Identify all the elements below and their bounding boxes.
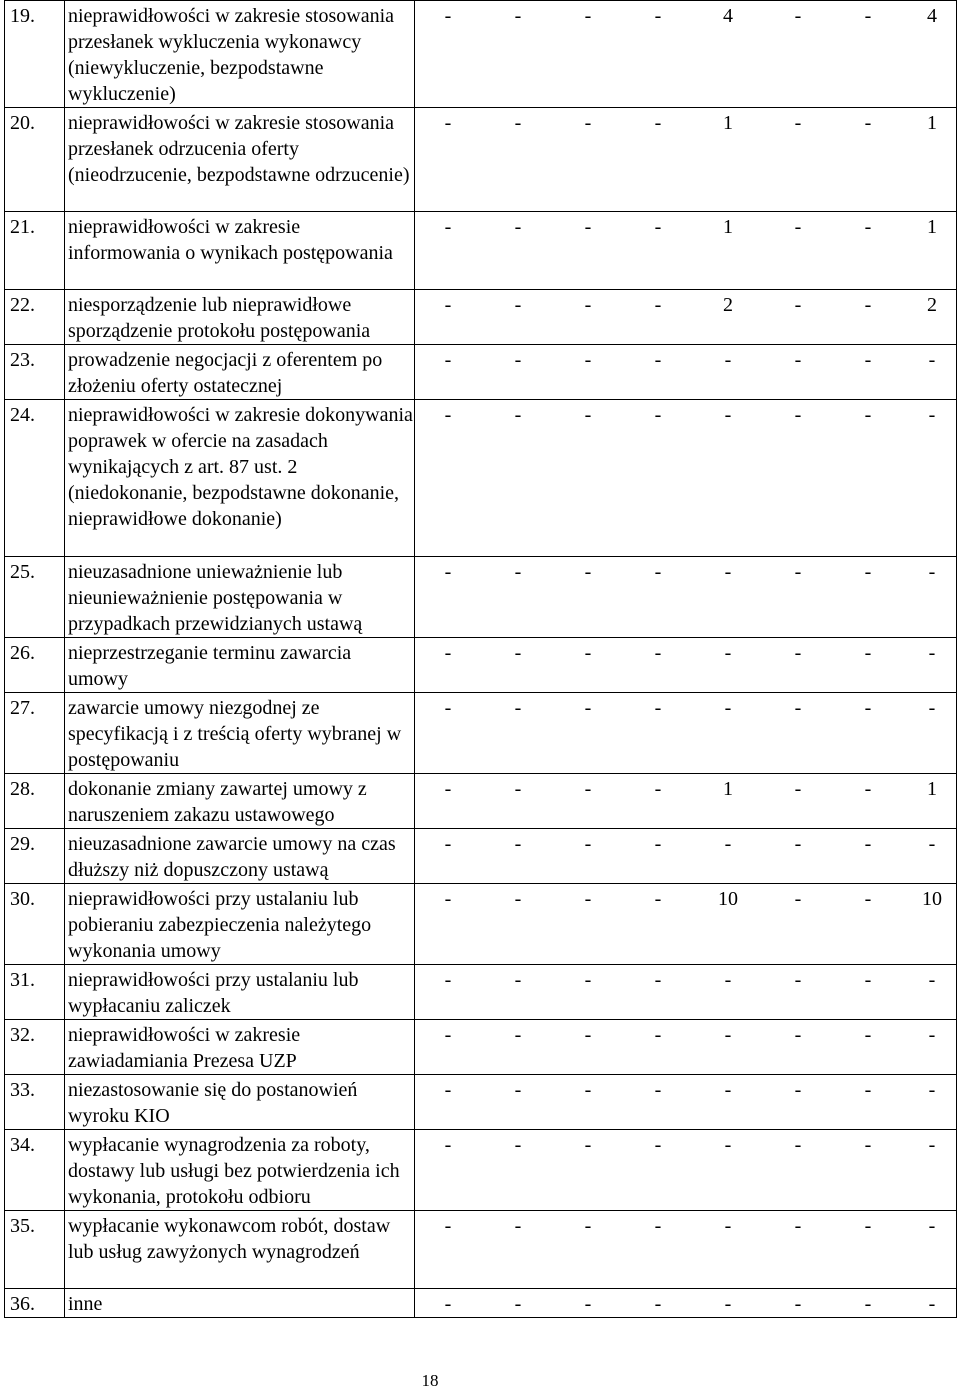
page-number: 18: [421, 1371, 439, 1390]
value-cell: -: [654, 1293, 662, 1315]
value-cell: 4: [723, 5, 733, 27]
value-cell: -: [864, 969, 872, 991]
row-number: 19.: [5, 1, 65, 108]
value-cell: -: [514, 112, 522, 134]
row-number: 23.: [5, 345, 65, 400]
value-cell: -: [864, 404, 872, 426]
row-values: [415, 774, 957, 829]
row-number: 24.: [5, 400, 65, 557]
value-cell: -: [724, 1293, 732, 1315]
value-cell: -: [584, 5, 592, 27]
row-values: [415, 212, 957, 290]
value-cell: 1: [723, 216, 733, 238]
value-cell: -: [724, 1134, 732, 1156]
table-row: [5, 884, 957, 965]
value-cell: -: [444, 833, 452, 855]
value-cell: -: [794, 1024, 802, 1046]
table-row: [5, 965, 957, 1020]
value-cell: -: [654, 294, 662, 316]
value-cell: -: [928, 1024, 936, 1046]
value-cell: -: [444, 969, 452, 991]
value-cell: -: [514, 349, 522, 371]
table-row: [5, 108, 957, 212]
value-cell: -: [654, 1024, 662, 1046]
value-cell: -: [724, 969, 732, 991]
value-cell: -: [584, 294, 592, 316]
value-cell: -: [514, 888, 522, 910]
value-cell: -: [514, 969, 522, 991]
value-cell: -: [584, 561, 592, 583]
value-cell: -: [444, 1024, 452, 1046]
row-number: 22.: [5, 290, 65, 345]
value-cell: 10: [922, 888, 942, 910]
value-cell: 1: [927, 112, 937, 134]
value-cell: -: [444, 5, 452, 27]
value-cell: -: [794, 112, 802, 134]
row-number: 20.: [5, 108, 65, 212]
table-row: [5, 1075, 957, 1130]
row-description: nieuzasadnione zawarcie umowy na czas dłuższy niż dopuszczony ustawą: [65, 829, 415, 884]
value-cell: -: [514, 1293, 522, 1315]
value-cell: -: [654, 833, 662, 855]
value-cell: -: [444, 778, 452, 800]
value-cell: -: [928, 697, 936, 719]
value-cell: 2: [927, 294, 937, 316]
value-cell: -: [794, 833, 802, 855]
value-cell: -: [444, 642, 452, 664]
table-row: [5, 557, 957, 638]
value-cell: -: [928, 561, 936, 583]
value-cell: -: [514, 404, 522, 426]
row-number: 29.: [5, 829, 65, 884]
value-cell: -: [864, 349, 872, 371]
table-row: [5, 638, 957, 693]
row-description: nieprawidłowości w zakresie stosowania przesłanek odrzucenia oferty (nieodrzucenie, bezpodstawne odrzucenie): [65, 108, 415, 212]
row-description: prowadzenie negocjacji z oferentem po złożeniu oferty ostatecznej: [65, 345, 415, 400]
value-cell: -: [444, 1293, 452, 1315]
value-cell: -: [794, 1079, 802, 1101]
row-number: 30.: [5, 884, 65, 965]
value-cell: -: [584, 1293, 592, 1315]
row-values: [415, 884, 957, 965]
value-cell: -: [928, 1293, 936, 1315]
value-cell: -: [444, 1079, 452, 1101]
row-values: [415, 108, 957, 212]
value-cell: -: [864, 642, 872, 664]
value-cell: -: [928, 833, 936, 855]
value-cell: -: [514, 697, 522, 719]
value-cell: -: [584, 697, 592, 719]
value-cell: -: [444, 294, 452, 316]
value-cell: -: [724, 697, 732, 719]
row-description: dokonanie zmiany zawartej umowy z naruszeniem zakazu ustawowego: [65, 774, 415, 829]
value-cell: -: [654, 969, 662, 991]
table-row: [5, 693, 957, 774]
value-cell: -: [724, 561, 732, 583]
violations-table-body: [5, 1, 957, 1318]
value-cell: -: [654, 1134, 662, 1156]
value-cell: -: [654, 112, 662, 134]
table-row: [5, 1130, 957, 1211]
value-cell: -: [794, 1134, 802, 1156]
row-values: [415, 1020, 957, 1075]
row-description: nieprzestrzeganie terminu zawarcia umowy: [65, 638, 415, 693]
row-values: [415, 965, 957, 1020]
table-row: [5, 1289, 957, 1318]
value-cell: -: [654, 642, 662, 664]
value-cell: -: [514, 833, 522, 855]
value-cell: -: [928, 349, 936, 371]
value-cell: -: [864, 5, 872, 27]
row-number: 34.: [5, 1130, 65, 1211]
row-description: nieprawidłowości w zakresie stosowania przesłanek wykluczenia wykonawcy (niewykluczenie, bezpodstawne wykluczenie): [65, 1, 415, 108]
row-number: 28.: [5, 774, 65, 829]
value-cell: -: [864, 778, 872, 800]
value-cell: -: [724, 404, 732, 426]
value-cell: -: [864, 112, 872, 134]
value-cell: -: [724, 1215, 732, 1237]
value-cell: -: [514, 1079, 522, 1101]
value-cell: -: [654, 888, 662, 910]
value-cell: -: [928, 969, 936, 991]
value-cell: -: [864, 294, 872, 316]
value-cell: -: [724, 642, 732, 664]
value-cell: -: [514, 561, 522, 583]
value-cell: 1: [723, 778, 733, 800]
row-values: [415, 400, 957, 557]
value-cell: -: [724, 1079, 732, 1101]
row-values: [415, 693, 957, 774]
value-cell: -: [444, 1134, 452, 1156]
value-cell: -: [928, 404, 936, 426]
value-cell: -: [584, 349, 592, 371]
value-cell: -: [584, 112, 592, 134]
row-values: [415, 1075, 957, 1130]
value-cell: -: [794, 349, 802, 371]
value-cell: -: [514, 642, 522, 664]
value-cell: -: [928, 1134, 936, 1156]
value-cell: 1: [723, 112, 733, 134]
value-cell: -: [794, 1293, 802, 1315]
table-row: [5, 1, 957, 108]
row-number: 27.: [5, 693, 65, 774]
row-number: 25.: [5, 557, 65, 638]
value-cell: -: [794, 294, 802, 316]
value-cell: -: [654, 778, 662, 800]
value-cell: -: [444, 697, 452, 719]
value-cell: -: [584, 642, 592, 664]
row-description: niesporządzenie lub nieprawidłowe sporządzenie protokołu postępowania: [65, 290, 415, 345]
value-cell: -: [584, 969, 592, 991]
row-values: [415, 345, 957, 400]
value-cell: -: [584, 1079, 592, 1101]
value-cell: -: [584, 1215, 592, 1237]
row-description: wypłacanie wynagrodzenia za roboty, dostawy lub usługi bez potwierdzenia ich wykonania, protokołu odbioru: [65, 1130, 415, 1211]
value-cell: -: [514, 216, 522, 238]
row-values: [415, 290, 957, 345]
row-values: [415, 829, 957, 884]
value-cell: -: [654, 349, 662, 371]
value-cell: -: [654, 1079, 662, 1101]
row-description: zawarcie umowy niezgodnej ze specyfikacją i z treścią oferty wybranej w postępowaniu: [65, 693, 415, 774]
row-description: nieuzasadnione unieważnienie lub nieunieważnienie postępowania w przypadkach przewidzianych ustawą: [65, 557, 415, 638]
value-cell: -: [584, 778, 592, 800]
row-description: nieprawidłowości w zakresie dokonywania poprawek w ofercie na zasadach wynikających z art. 87 ust. 2 (niedokonanie, bezpodstawne dokonanie, nieprawidłowe dokonanie): [65, 400, 415, 557]
table-row: [5, 290, 957, 345]
value-cell: -: [444, 349, 452, 371]
value-cell: -: [794, 969, 802, 991]
row-values: [415, 557, 957, 638]
value-cell: -: [584, 888, 592, 910]
row-values: [415, 638, 957, 693]
row-number: 26.: [5, 638, 65, 693]
value-cell: -: [514, 1215, 522, 1237]
value-cell: -: [864, 216, 872, 238]
value-cell: -: [514, 1134, 522, 1156]
table-row: [5, 829, 957, 884]
table-row: [5, 345, 957, 400]
value-cell: -: [654, 404, 662, 426]
value-cell: -: [514, 1024, 522, 1046]
value-cell: -: [584, 833, 592, 855]
table-row: [5, 774, 957, 829]
table-row: [5, 1211, 957, 1289]
value-cell: -: [514, 5, 522, 27]
value-cell: -: [864, 561, 872, 583]
value-cell: -: [584, 404, 592, 426]
row-number: 33.: [5, 1075, 65, 1130]
value-cell: -: [794, 642, 802, 664]
value-cell: -: [584, 1024, 592, 1046]
value-cell: -: [794, 888, 802, 910]
row-values: [415, 1211, 957, 1289]
value-cell: -: [928, 1079, 936, 1101]
row-number: 31.: [5, 965, 65, 1020]
value-cell: -: [654, 1215, 662, 1237]
row-values: [415, 1, 957, 108]
value-cell: -: [864, 888, 872, 910]
row-description: nieprawidłowości przy ustalaniu lub pobieraniu zabezpieczenia należytego wykonania umowy: [65, 884, 415, 965]
value-cell: -: [584, 1134, 592, 1156]
value-cell: -: [794, 404, 802, 426]
value-cell: -: [724, 349, 732, 371]
value-cell: 1: [927, 778, 937, 800]
value-cell: -: [444, 216, 452, 238]
value-cell: -: [794, 561, 802, 583]
row-number: 36.: [5, 1289, 65, 1318]
row-description: nieprawidłowości przy ustalaniu lub wypłacaniu zaliczek: [65, 965, 415, 1020]
row-values: [415, 1289, 957, 1318]
row-values: [415, 1130, 957, 1211]
value-cell: -: [654, 5, 662, 27]
table-row: [5, 1020, 957, 1075]
value-cell: 4: [927, 5, 937, 27]
row-description: wypłacanie wykonawcom robót, dostaw lub usług zawyżonych wynagrodzeń: [65, 1211, 415, 1289]
value-cell: -: [654, 561, 662, 583]
value-cell: -: [724, 833, 732, 855]
value-cell: -: [514, 778, 522, 800]
row-description: nieprawidłowości w zakresie zawiadamiania Prezesa UZP: [65, 1020, 415, 1075]
value-cell: -: [444, 404, 452, 426]
row-description: nieprawidłowości w zakresie informowania o wynikach postępowania: [65, 212, 415, 290]
row-number: 35.: [5, 1211, 65, 1289]
value-cell: -: [794, 1215, 802, 1237]
value-cell: -: [654, 697, 662, 719]
value-cell: -: [864, 1134, 872, 1156]
value-cell: -: [794, 216, 802, 238]
value-cell: 10: [718, 888, 738, 910]
row-number: 32.: [5, 1020, 65, 1075]
row-description: inne: [65, 1289, 415, 1318]
value-cell: -: [654, 216, 662, 238]
value-cell: -: [794, 5, 802, 27]
value-cell: -: [864, 1215, 872, 1237]
value-cell: -: [444, 112, 452, 134]
value-cell: -: [724, 1024, 732, 1046]
value-cell: -: [864, 833, 872, 855]
value-cell: -: [444, 561, 452, 583]
value-cell: -: [864, 1293, 872, 1315]
value-cell: -: [864, 1024, 872, 1046]
value-cell: -: [928, 642, 936, 664]
value-cell: -: [864, 697, 872, 719]
value-cell: -: [444, 1215, 452, 1237]
value-cell: -: [794, 778, 802, 800]
table-row: [5, 400, 957, 557]
value-cell: 1: [927, 216, 937, 238]
value-cell: -: [514, 294, 522, 316]
value-cell: -: [444, 888, 452, 910]
table-row: [5, 212, 957, 290]
value-cell: 2: [723, 294, 733, 316]
row-number: 21.: [5, 212, 65, 290]
value-cell: -: [584, 216, 592, 238]
row-description: niezastosowanie się do postanowień wyroku KIO: [65, 1075, 415, 1130]
value-cell: -: [928, 1215, 936, 1237]
violations-table: [4, 0, 957, 1318]
value-cell: -: [794, 697, 802, 719]
value-cell: -: [864, 1079, 872, 1101]
